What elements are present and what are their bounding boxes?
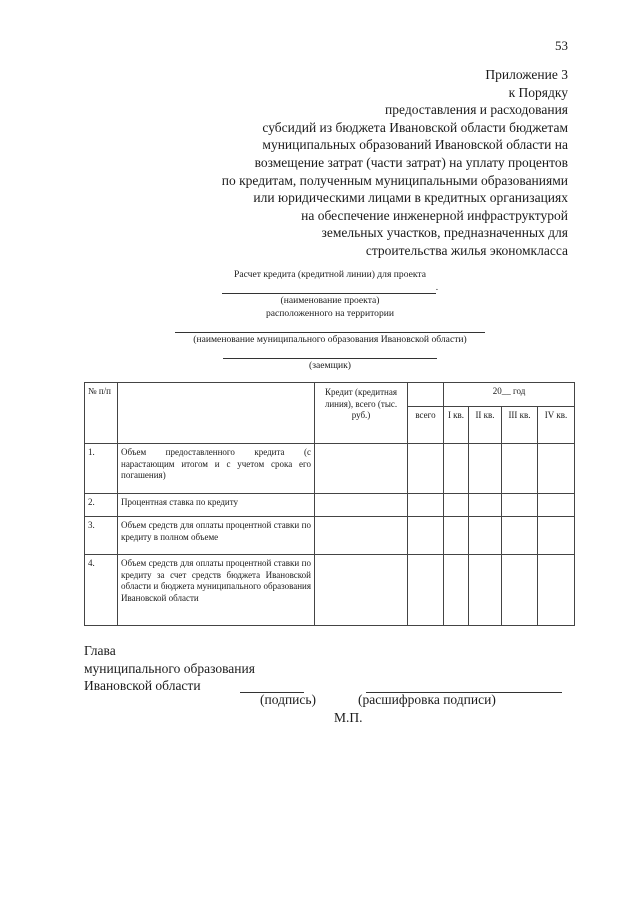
signature-region: Ивановской области xyxy=(84,678,201,694)
credit-table-wrap xyxy=(84,382,574,625)
municipality-line xyxy=(160,320,500,333)
header-blank xyxy=(118,383,315,444)
row-cell xyxy=(538,494,575,517)
borrower-fill-line xyxy=(223,348,437,359)
row-cell xyxy=(408,517,444,555)
signature-line-2: муниципального образования xyxy=(84,660,255,676)
project-caption: (наименование проекта) xyxy=(280,295,380,306)
appendix-heading xyxy=(148,66,568,260)
table-row xyxy=(85,494,575,517)
row-cell xyxy=(538,444,575,494)
signature-line-3 xyxy=(84,677,584,695)
row-cell xyxy=(408,444,444,494)
municipality-fill-line xyxy=(175,322,485,333)
decode-caption: (расшифровка подписи) xyxy=(358,692,496,707)
appendix-line: субсидий из бюджета Ивановской области бюджетам xyxy=(262,119,568,135)
appendix-line: к Порядку xyxy=(508,84,568,100)
signature-line-1: Глава xyxy=(84,643,116,658)
appendix-line: муниципальных образований Ивановской области на xyxy=(262,137,568,153)
row-num: 2. xyxy=(85,494,118,517)
header-q2: II кв. xyxy=(469,407,502,444)
row-cell xyxy=(469,555,502,626)
header-blank-total xyxy=(408,383,444,407)
row-cell xyxy=(444,444,469,494)
credit-table xyxy=(84,382,575,626)
header-q4: IV кв. xyxy=(538,407,575,444)
row-title: Процентная ставка по кредиту xyxy=(118,494,315,517)
signature-block xyxy=(84,642,584,695)
table-row xyxy=(85,444,575,494)
borrower-line xyxy=(160,346,500,359)
header-num: № п/п xyxy=(85,383,118,444)
project-period: . xyxy=(435,282,439,293)
table-row xyxy=(85,555,575,626)
header-q3: III кв. xyxy=(502,407,538,444)
municipality-caption: (наименование муниципального образования Ивановской области) xyxy=(193,334,467,345)
row-title: Объем средств для оплаты процентной ставки по кредиту в полном объеме xyxy=(118,517,315,555)
row-cell xyxy=(538,517,575,555)
row-cell xyxy=(315,555,408,626)
row-cell xyxy=(538,555,575,626)
header-q1: I кв. xyxy=(444,407,469,444)
header-total: всего xyxy=(408,407,444,444)
row-cell xyxy=(408,494,444,517)
row-cell xyxy=(444,517,469,555)
row-cell xyxy=(502,555,538,626)
appendix-line: строительства жилья экономкласса xyxy=(365,242,568,258)
row-cell xyxy=(469,494,502,517)
row-cell xyxy=(444,494,469,517)
header-year: 20__ год xyxy=(444,383,575,407)
header-credit-text: Кредит (кредитная линия), всего (тыс. руб.) xyxy=(324,387,398,420)
table-header-row xyxy=(85,383,575,407)
calc-title: Расчет кредита (кредитной линии) для проекта xyxy=(234,269,426,280)
page-number: 53 xyxy=(555,38,568,53)
row-title: Объем средств для оплаты процентной ставки по кредиту за счет средств бюджета Ивановской области и бюджета муниципального образования Ивановской области xyxy=(118,555,315,626)
row-cell xyxy=(315,517,408,555)
row-title: Объем предоставленного кредита (с нарастающим итогом и с учетом срока его погашения) xyxy=(118,444,315,494)
row-cell xyxy=(502,444,538,494)
appendix-line: Приложение 3 xyxy=(485,67,568,82)
signature-caption: (подпись) xyxy=(260,692,317,707)
header-credit xyxy=(315,383,408,444)
project-fill-line xyxy=(222,282,439,294)
row-cell xyxy=(469,517,502,555)
row-cell xyxy=(502,517,538,555)
located-text: расположенного на территории xyxy=(265,308,395,319)
appendix-line: возмещение затрат (части затрат) на уплату процентов xyxy=(254,154,568,170)
row-num: 4. xyxy=(85,555,118,626)
appendix-line: земельных участков, предназначенных для xyxy=(321,225,568,241)
appendix-line: на обеспечение инженерной инфраструктурой xyxy=(301,207,568,223)
row-cell xyxy=(469,444,502,494)
project-line xyxy=(160,281,500,294)
appendix-line: или юридическими лицами в кредитных организациях xyxy=(253,190,568,206)
row-num: 1. xyxy=(85,444,118,494)
appendix-line: предоставления и расходования xyxy=(385,102,568,118)
calculation-header xyxy=(160,268,500,372)
row-cell xyxy=(502,494,538,517)
row-cell xyxy=(315,494,408,517)
row-num: 3. xyxy=(85,517,118,555)
borrower-caption: (заемщик) xyxy=(309,360,351,371)
table-row xyxy=(85,517,575,555)
row-cell xyxy=(444,555,469,626)
stamp-label: М.П. xyxy=(334,710,363,725)
row-cell xyxy=(408,555,444,626)
row-cell xyxy=(315,444,408,494)
appendix-line: по кредитам, полученным муниципальными образованиями xyxy=(221,172,568,188)
